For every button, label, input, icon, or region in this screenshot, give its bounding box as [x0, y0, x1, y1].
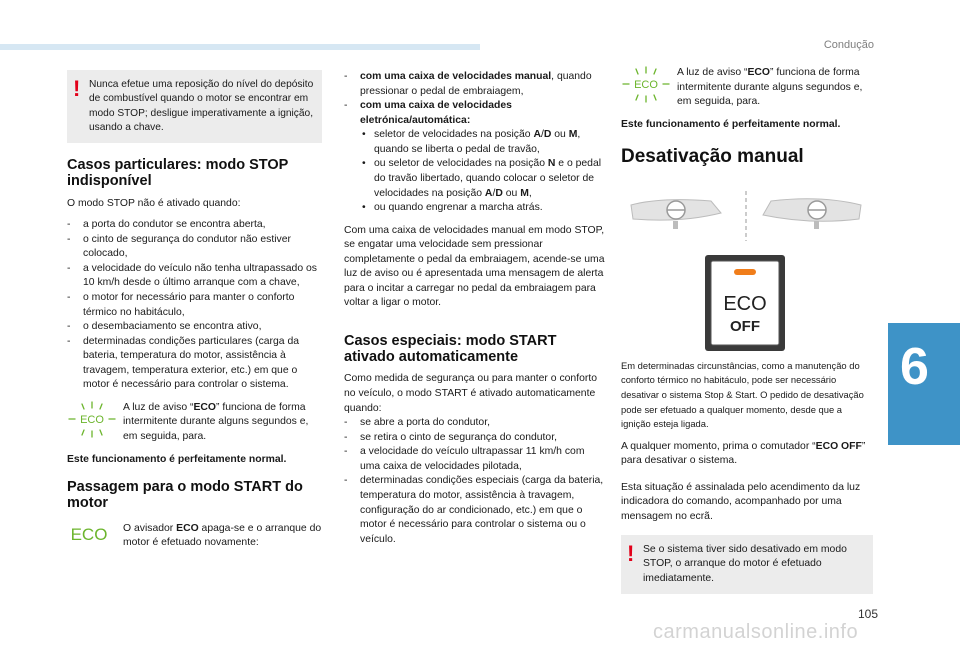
- eco-blinking-icon: [67, 401, 117, 439]
- text-part: ” para desativar o sistema.: [621, 440, 866, 467]
- text-part: O avisador: [123, 522, 177, 534]
- text-part-bold: N: [547, 158, 556, 170]
- warning-exclamation-icon: !: [627, 540, 635, 566]
- list-item: - o motor for necessário para manter o conforto térmico no habitáculo,: [67, 291, 322, 320]
- text-part-bold: D: [543, 129, 552, 141]
- notice-text: Se o sistema tiver sido desativado em modo STOP, o arranque do motor é efetuado imediatamente.: [643, 543, 847, 584]
- special-conditions-list: [344, 416, 606, 547]
- button-label-eco: ECO: [723, 292, 767, 315]
- watermark: carmanualsonline.info: [653, 621, 859, 643]
- sub-list-item: • ou quando engrenar a marcha atrás.: [360, 201, 606, 216]
- text-part-bold: M: [520, 187, 529, 199]
- column-2: [344, 70, 606, 555]
- eco-off-button-icon: [705, 255, 785, 351]
- deactivated-stop-notice: [621, 535, 873, 595]
- heading-manual-deactivation: Desativação manual: [621, 146, 804, 168]
- eco-blink-note: [67, 401, 322, 445]
- eco-blink-text: [123, 401, 322, 445]
- text-part: ou: [551, 129, 569, 141]
- list-item: - se abre a porta do condutor,: [344, 416, 606, 431]
- column-1: [67, 70, 322, 559]
- stop-intro: O modo STOP não é ativado quando:: [67, 197, 241, 209]
- normal-operation-note: Este funcionamento é perfeitamente normal.: [621, 118, 841, 130]
- heading-stop-unavailable: Casos particulares: modo STOP indisponível: [67, 157, 289, 190]
- eco-icon-label: ECO: [634, 79, 658, 91]
- text-part: apaga-se e o arranque do motor é efetuado novamente:: [123, 522, 322, 549]
- text-part: seletor de velocidades na posição: [374, 129, 534, 141]
- text-part: ” funciona de forma intermitente durante alguns segundos e, em seguida, para.: [123, 401, 309, 443]
- text-part: A qualquer momento, prima o comutador “: [621, 440, 816, 452]
- text-part: , quando pressionar o pedal de embraiagem,: [360, 71, 592, 97]
- press-switch-text: [621, 440, 873, 469]
- section-title: Condução: [823, 39, 874, 51]
- normal-operation-note: Este funcionamento é perfeitamente normal.: [67, 453, 287, 465]
- eco-off-note: [67, 522, 322, 551]
- eco-blinking-icon: [621, 66, 671, 104]
- list-item: - a velocidade do veículo não tenha ultrapassado os 10 km/h desde o último arranque com a chave,: [67, 262, 322, 291]
- text-part-bold: ECO OFF: [815, 440, 862, 452]
- text-part: , quando se liberta o pedal de travão,: [374, 129, 581, 155]
- notice-text: Nunca efetue uma reposição do nível do depósito de combustível quando o motor se encontrar em modo STOP; desligue imperativamente a ignição, usando a chave.: [89, 79, 314, 133]
- eco-off-switch-illustration: [621, 183, 873, 353]
- list-item: - determinadas condições particulares (carga da bateria, temperatura do motor, assistência à travagem, temperatura exterior, etc.) em que o motor é necessário para controlar o sistema.: [67, 335, 322, 393]
- signal-text: Esta situação é assinalada pelo acendimento da luz indicadora do comando, acompanhado por uma mensagem no ecrã.: [621, 481, 861, 522]
- eco-blink-text: [677, 66, 873, 110]
- warning-exclamation-icon: !: [73, 76, 81, 101]
- text-part: ,: [528, 187, 532, 199]
- stop-conditions-list: [67, 218, 322, 393]
- text-part-bold: ECO: [747, 67, 770, 78]
- text-part-bold: A: [533, 129, 541, 141]
- eco-icon-label: ECO: [80, 413, 104, 426]
- header-bar: [0, 44, 480, 50]
- text-part: ou seletor de velocidades na posição: [374, 158, 548, 170]
- list-item: - o cinto de segurança do condutor não estiver colocado,: [67, 233, 322, 262]
- text-part-bold: ECO: [193, 401, 216, 413]
- steering-wheel-right-icon: [763, 199, 861, 229]
- sub-list: [360, 128, 606, 215]
- deactivation-explanation: Em determinadas circunstâncias, como a manutenção do conforto térmico no habitáculo, pode ser necessário desativar o sistema Stop & Start. O pedido de desativação pode ser efetuado a qualquer momento, desde que a ignição esteja ligada.: [621, 359, 864, 430]
- list-item: [344, 99, 606, 216]
- list-item: - determinadas condições especiais (carga da bateria, temperatura do motor, assistência à travagem, configuração do ar condicionado, etc.) em que o motor é necessário para controlar o sistema ou o veículo.: [344, 474, 606, 547]
- text-part: A luz de aviso “: [677, 67, 748, 78]
- text-part-bold: M: [568, 129, 578, 141]
- text-part-bold: D: [495, 187, 503, 199]
- button-label-off: OFF: [730, 317, 760, 335]
- list-item: - o desembaciamento se encontra ativo,: [67, 320, 322, 335]
- list-item: - a porta do condutor se encontra aberta,: [67, 218, 322, 233]
- steering-wheel-left-icon: [631, 200, 721, 229]
- chapter-tab: [888, 323, 960, 445]
- text-part: ” funciona de forma intermitente durante alguns segundos e, em seguida, para.: [677, 67, 863, 108]
- eco-icon-label: ECO: [70, 524, 108, 544]
- eco-blink-note: [621, 66, 873, 110]
- eco-off-text: [123, 522, 322, 551]
- list-item: [344, 70, 606, 99]
- fuel-warning-notice: [67, 70, 322, 143]
- text-part: A luz de aviso “: [123, 401, 194, 413]
- special-intro: Como medida de segurança ou para manter o conforto no veículo, o modo START é ativado automaticamente quando:: [344, 373, 597, 414]
- list-item: - a velocidade do veículo ultrapassar 11 km/h com uma caixa de velocidades pilotada,: [344, 445, 606, 474]
- sub-list-item: [360, 128, 606, 157]
- text-part: e o pedal do travão libertado, quando colocar o seletor de velocidades na posição: [374, 158, 602, 199]
- chapter-number: 6: [900, 338, 929, 396]
- text-part-bold: ECO: [176, 522, 199, 534]
- page-number: 105: [858, 607, 879, 621]
- manual-gearbox-paragraph: Com uma caixa de velocidades manual em modo STOP, se engatar uma velocidade sem pressionar completamente o pedal da embraiagem, acende-se uma luz de aviso ou é apresentada uma mensagem de alerta para o incitar a carregar no pedal da embraiagem para voltar a ligar o motor.: [344, 224, 605, 309]
- list-item: - se retira o cinto de segurança do condutor,: [344, 431, 606, 446]
- text-part-bold: com uma caixa de velocidades manual: [360, 71, 552, 82]
- text-part: /: [540, 129, 544, 141]
- eco-icon: [67, 522, 117, 544]
- heading-special-cases: Casos especiais: modo START ativado automaticamente: [344, 333, 557, 366]
- restart-conditions-list: [344, 70, 606, 216]
- text-part-bold: A: [484, 187, 493, 199]
- sub-list-item: [360, 157, 606, 201]
- heading-start-mode: Passagem para o modo START do motor: [67, 479, 303, 512]
- text-part-bold: com uma caixa de velocidades eletrónica/automática:: [360, 100, 512, 126]
- column-3: [621, 67, 873, 608]
- text-part: ou: [502, 187, 521, 199]
- text-part: /: [492, 187, 496, 199]
